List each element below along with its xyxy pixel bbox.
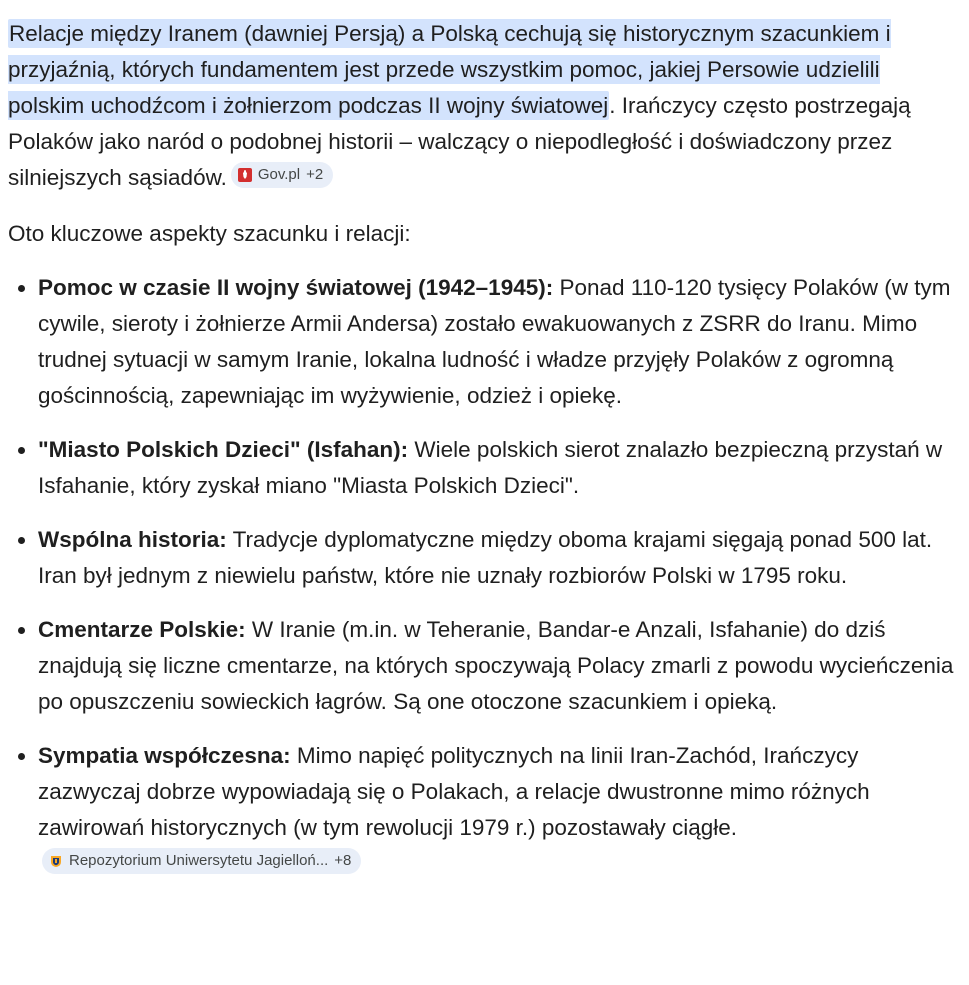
source-chip-label: Gov.pl [257,166,301,183]
source-chip-count: +2 [306,166,324,183]
section-intro: Oto kluczowe aspekty szacunku i relacji: [8,221,411,246]
list-item-text: Mimo napięć politycznych na linii Iran-Zachód, Irańczycy zazwyczaj dobrze wypowiadają się o Polakach, a relacje dwustronne mimo różnych zawirowań historycznych (w tym rewolucji 1979 r.) pozostawały ciągłe. [38,743,870,840]
list-item-title: Pomoc w czasie II wojny światowej (1942–1945): [38,275,554,300]
list-item-text: W Iranie (m.in. w Teheranie, Bandar-e Anzali, Isfahanie) do dziś znajdują się liczne cmentarze, na których spoczywają Polacy zmarli z powodu wycieńczenia po opuszczeniu sowieckich łagrów. Są one otoczone szacunkiem i opieką. [38,617,954,714]
source-chip-count: +8 [334,852,352,869]
list-item-text: Tradycje dyplomatyczne między oboma krajami sięgają ponad 500 lat. Iran był jednym z niewielu państw, które nie uznały rozbiorów Polski w 1795 roku. [38,527,933,588]
list-item [38,612,959,720]
list-item-text: Wiele polskich sierot znalazło bezpieczną przystań w Isfahanie, który zyskał miano "Miasta Polskich Dzieci". [38,437,943,498]
list-item-title: Cmentarze Polskie: [38,617,246,642]
source-chip-repozytorium[interactable] [42,848,361,874]
intro-period: . [609,93,616,118]
source-chip-govpl[interactable] [231,162,333,188]
poland-emblem-icon [238,168,252,182]
intro-paragraph [8,16,959,196]
list-item [38,522,959,594]
list-item-title: "Miasto Polskich Dzieci" (Isfahan): [38,437,409,462]
list-item [38,270,959,414]
list-item [38,432,959,504]
source-chip-label: Repozytorium Uniwersytetu Jagielloń... [69,852,329,869]
list-item-text: Ponad 110-120 tysięcy Polaków (w tym cywile, sieroty i żołnierze Armii Andersa) zostało ewakuowanych z ZSRR do Iranu. Mimo trudnej sytuacji w samym Iranie, lokalna ludność i władze przyjęły Polaków z ogromną gościnnością, zapewniając im wyżywienie, odzież i opiekę. [38,275,951,408]
aspects-list [8,270,959,882]
intro-rest: Irańczycy często postrzegają Polaków jako naród o podobnej historii – walczący o niepodległość i doświadczony przez silniejszych sąsiadów. [8,93,911,190]
list-item-title: Sympatia współczesna: [38,743,291,768]
highlighted-sentence[interactable]: Relacje między Iranem (dawniej Persją) a Polską cechują się historycznym szacunkiem i przyjaźnią, których fundamentem jest przede wszystkim pomoc, jakiej Persowie udzielili polskim uchodźcom i żołnierzom podczas II wojny światowej [8,21,891,118]
list-item-title: Wspólna historia: [38,527,227,552]
list-item [38,738,959,882]
university-crest-icon [49,854,63,868]
